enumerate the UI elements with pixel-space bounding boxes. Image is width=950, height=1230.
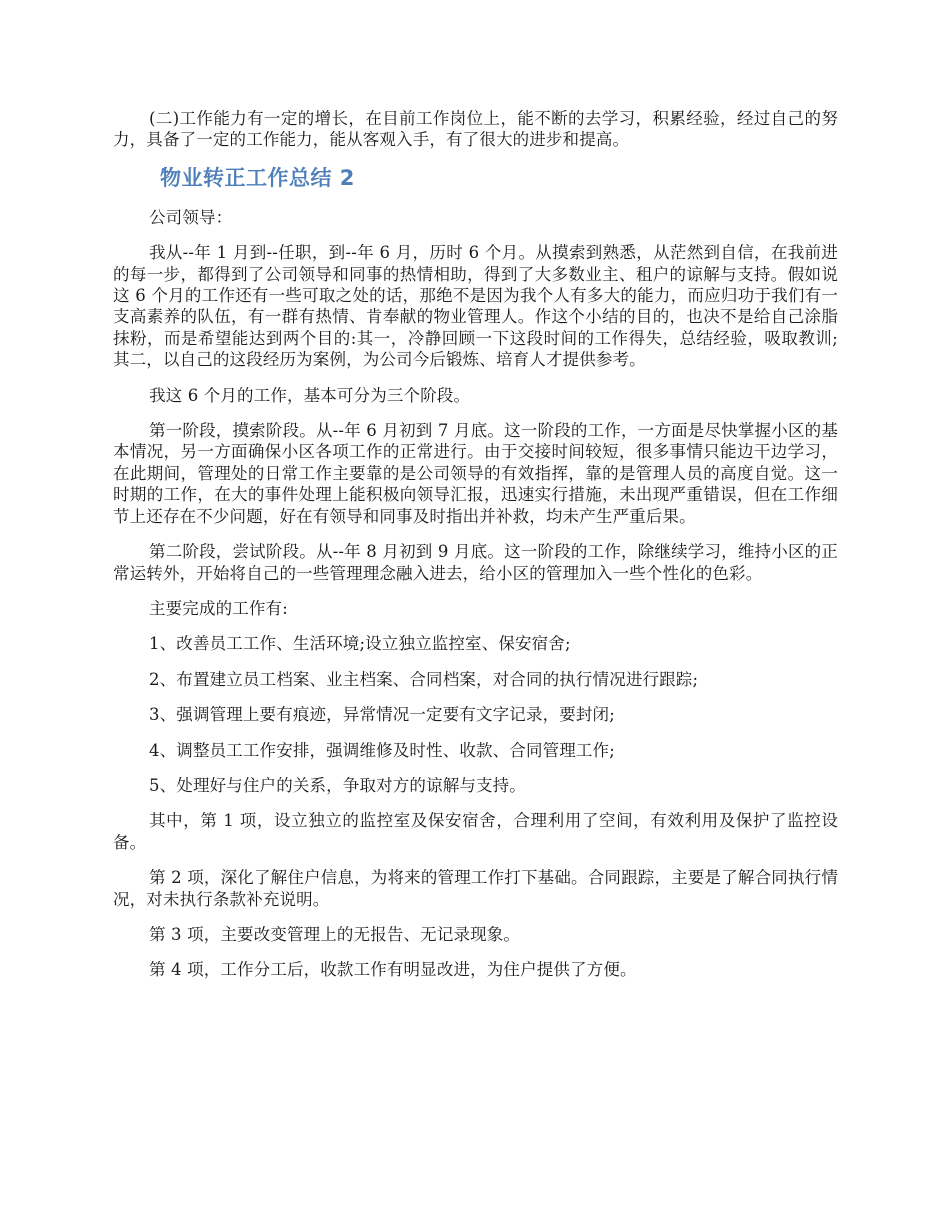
body-paragraph: 我从--年 1 月到--任职，到--年 6 月，历时 6 个月。从摸索到熟悉，从茫然到自信，在我前进的每一步，都得到了公司领导和同事的热情相助，得到了大多数业主、租户的谅解与支持。假如说这 6 个月的工作还有一些可取之处的话，那绝不是因为我个人有多大的能力，而应归功于我们有一支高素养的队伍，有一群有热情、肯奉献的物业管理人。作这个小结的目的，也决不是给自己涂脂抹粉，而是希望能达到两个目的:其一，冷静回顾一下这段时间的工作得失，总结经验，吸取教训;其二，以自己的这段经历为案例，为公司今后锻炼、培育人才提供参考。 xyxy=(113,243,838,370)
list-item: 1、改善员工工作、生活环境;设立独立监控室、保安宿舍; xyxy=(149,634,571,654)
list-item: 3、强调管理上要有痕迹，异常情况一定要有文字记录，要封闭; xyxy=(149,705,615,725)
body-paragraph: 第二阶段，尝试阶段。从--年 8 月初到 9 月底。这一阶段的工作，除继续学习，维持小区的正常运转外，开始将自己的一些管理理念融入进去，给小区的管理加入一些个性化的色彩。 xyxy=(113,542,838,583)
list-item: 2、布置建立员工档案、业主档案、合同档案，对合同的执行情况进行跟踪; xyxy=(149,669,699,689)
section-title: 物业转正工作总结 2 xyxy=(160,165,355,190)
body-paragraph: 第一阶段，摸索阶段。从--年 6 月初到 7 月底。这一阶段的工作，一方面是尽快掌握小区的基本情况，另一方面确保小区各项工作的正常进行。由于交接时间较短，很多事情只能边干边学习，在此期间，管理处的日常工作主要靠的是公司领导的有效指挥，靠的是管理人员的高度自觉。这一时期的工作，在大的事件处理上能积极向领导汇报，迅速实行措施，未出现严重错误，但在工作细节上还存在不少问题，好在有领导和同事及时指出并补救，均未产生严重后果。 xyxy=(113,421,838,526)
salutation: 公司领导： xyxy=(149,207,233,227)
document-page xyxy=(113,108,838,995)
body-paragraph: 其中，第 1 项，设立独立的监控室及保安宿舍，合理利用了空间，有效利用及保护了监控设备。 xyxy=(113,811,838,852)
body-paragraph: 第 4 项，工作分工后，收款工作有明显改进，为住户提供了方便。 xyxy=(149,960,637,980)
body-paragraph: 第 3 项，主要改变管理上的无报告、无记录现象。 xyxy=(149,924,521,944)
body-paragraph: 第 2 项，深化了解住户信息，为将来的管理工作打下基础。合同跟踪，主要是了解合同执行情况，对未执行条款补充说明。 xyxy=(113,868,838,909)
list-item: 4、调整员工工作安排，强调维修及时性、收款、合同管理工作; xyxy=(149,740,615,760)
intro-paragraph: (二)工作能力有一定的增长，在目前工作岗位上，能不断的去学习，积累经验，经过自己的努力，具备了一定的工作能力，能从客观入手，有了很大的进步和提高。 xyxy=(113,109,838,150)
list-item: 5、处理好与住户的关系，争取对方的谅解与支持。 xyxy=(149,775,526,795)
body-paragraph: 主要完成的工作有: xyxy=(149,598,288,618)
body-paragraph: 我这 6 个月的工作，基本可分为三个阶段。 xyxy=(149,385,471,405)
